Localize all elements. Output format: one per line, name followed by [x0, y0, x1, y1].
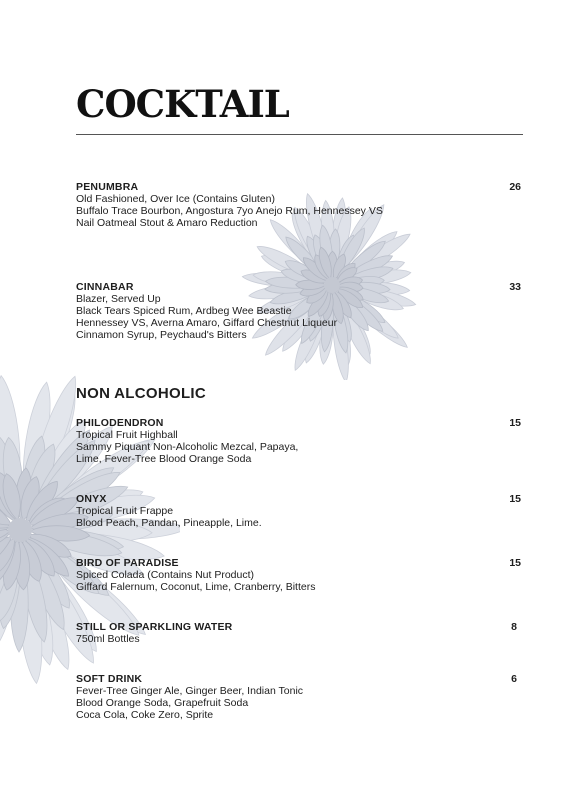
item-price: 15: [509, 417, 521, 429]
item-description: Sammy Piquant Non-Alcoholic Mezcal, Papaya,: [76, 441, 299, 453]
item-description: Tropical Fruit Highball: [76, 429, 178, 441]
menu-item-water: [76, 621, 521, 645]
item-price: 26: [509, 181, 521, 193]
item-price: 6: [511, 673, 517, 685]
menu-item-soft-drink: [76, 673, 521, 721]
item-name: STILL OR SPARKLING WATER: [76, 621, 233, 633]
item-description: Blood Orange Soda, Grapefruit Soda: [76, 697, 249, 709]
item-description: Cinnamon Syrup, Peychaud's Bitters: [76, 329, 247, 341]
menu-item-bird-of-paradise: [76, 557, 521, 593]
menu-item-cinnabar: [76, 281, 521, 341]
item-description: Blood Peach, Pandan, Pineapple, Lime.: [76, 517, 262, 529]
item-name: PHILODENDRON: [76, 417, 164, 429]
menu-item-onyx: [76, 493, 521, 529]
item-name: ONYX: [76, 493, 107, 505]
item-description: Blazer, Served Up: [76, 293, 161, 305]
item-price: 8: [511, 621, 517, 633]
item-description: Old Fashioned, Over Ice (Contains Gluten): [76, 193, 276, 205]
item-name: SOFT DRINK: [76, 673, 143, 685]
title-divider: [76, 134, 523, 135]
item-description: 750ml Bottles: [76, 633, 140, 645]
item-price: 33: [509, 281, 521, 293]
item-description: Giffard Falernum, Coconut, Lime, Cranberry, Bitters: [76, 581, 316, 593]
item-name: BIRD OF PARADISE: [76, 557, 179, 569]
item-description: Hennessey VS, Averna Amaro, Giffard Chestnut Liqueur: [76, 317, 338, 329]
flower-image-left: [0, 360, 180, 700]
item-price: 15: [509, 493, 521, 505]
item-description: Tropical Fruit Frappe: [76, 505, 174, 517]
menu-item-philodendron: [76, 417, 521, 465]
item-description: Black Tears Spiced Rum, Ardbeg Wee Beastie: [76, 305, 292, 317]
item-name: PENUMBRA: [76, 181, 139, 193]
item-description: Buffalo Trace Bourbon, Angostura 7yo Anejo Rum, Hennessey VS: [76, 205, 383, 217]
item-description: Nail Oatmeal Stout & Amaro Reduction: [76, 217, 258, 229]
item-price: 15: [509, 557, 521, 569]
section-heading-non-alcoholic: NON ALCOHOLIC: [76, 385, 207, 402]
item-description: Fever-Tree Ginger Ale, Ginger Beer, Indian Tonic: [76, 685, 304, 697]
item-description: Coca Cola, Coke Zero, Sprite: [76, 709, 214, 721]
page-title: COCKTAIL: [76, 82, 289, 126]
item-name: CINNABAR: [76, 281, 134, 293]
item-description: Spiced Colada (Contains Nut Product): [76, 569, 255, 581]
item-description: Lime, Fever-Tree Blood Orange Soda: [76, 453, 252, 465]
menu-item-penumbra: [76, 181, 521, 229]
